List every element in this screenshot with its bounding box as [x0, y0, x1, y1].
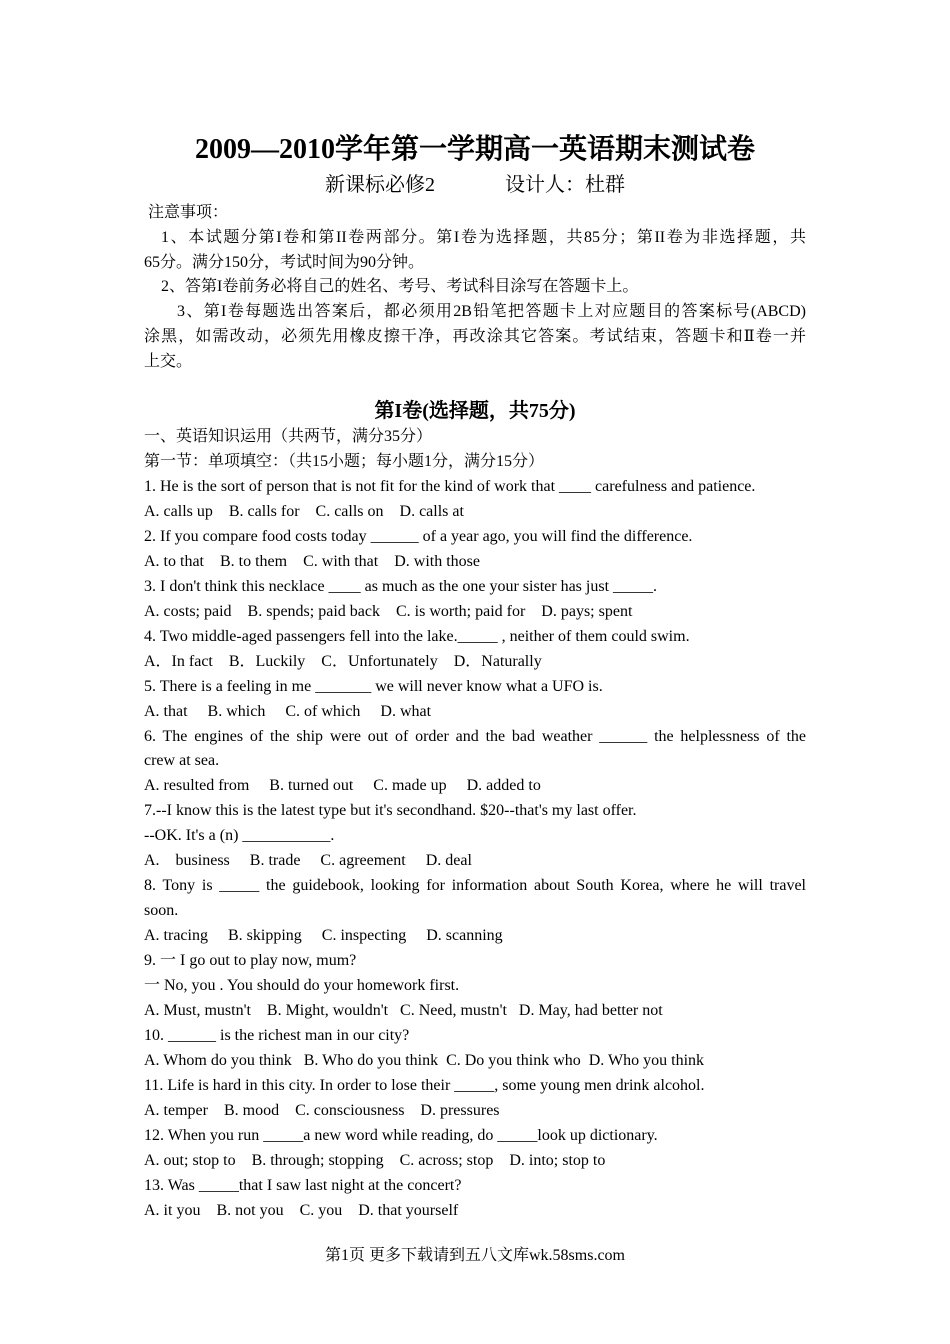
question-6-line-2: crew at sea.: [144, 752, 220, 770]
note-item-1-line-2: 65分。满分150分，考试时间为90分钟。: [144, 254, 425, 271]
question-7-line-2: --OK. It's a (n) ___________.: [144, 827, 335, 845]
exam-subtitle: [144, 170, 806, 200]
designer-label: 设计人：杜群: [505, 174, 625, 196]
question-12-options: A. out; stop to B. through; stopping C. across; stop D. into; stop to: [144, 1151, 606, 1169]
notes-heading: 注意事项：: [148, 204, 229, 221]
course-label: 新课标必修2: [325, 174, 435, 196]
question-10-line-1: 10. ______ is the richest man in our city?: [144, 1026, 410, 1044]
part-heading: 一、英语知识运用（共两节，满分35分）: [144, 428, 433, 445]
section-title: 第I卷(选择题，共75分): [374, 400, 576, 422]
question-7-line-1: 7.--I know this is the latest type but it's secondhand. $20--that's my last offer.: [144, 802, 637, 820]
exam-title: 2009—2010学年第一学期高一英语期末测试卷: [194, 134, 755, 165]
note-item-3-line-3: 上交。: [144, 353, 193, 370]
question-11-line-1: 11. Life is hard in this city. In order to lose their _____, some young men drink alcohol.: [144, 1076, 705, 1094]
question-1-options: A. calls up B. calls for C. calls on D. calls at: [144, 502, 464, 520]
page-footer: 第1页 更多下载请到五八文库wk.58sms.com: [324, 1247, 625, 1264]
question-2-options: A. to that B. to them C. with that D. with those: [144, 552, 480, 570]
question-4-options: A．In fact B．Luckily C．Unfortunately D．Naturally: [144, 652, 542, 670]
question-13-line-1: 13. Was _____that I saw last night at the concert?: [144, 1176, 462, 1194]
question-11-options: A. temper B. mood C. consciousness D. pressures: [144, 1101, 500, 1119]
question-5-line-1: 5. There is a feeling in me _______ we will never know what a UFO is.: [144, 677, 603, 695]
question-9-options: A. Must, mustn't B. Might, wouldn't C. Need, mustn't D. May, had better not: [144, 1001, 663, 1019]
note-item-1-line-1: 1、本试题分第I卷和第II卷两部分。第I卷为选择题，共85分；第II卷为非选择题，共: [161, 229, 806, 246]
question-13-options: A. it you B. not you C. you D. that yourself: [144, 1201, 459, 1219]
question-7-options: A. business B. trade C. agreement D. deal: [144, 852, 472, 870]
question-6-options: A. resulted from B. turned out C. made up D. added to: [144, 777, 541, 795]
note-item-3-line-2: 涂黑，如需改动，必须先用橡皮擦干净，再改涂其它答案。考试结束，答题卡和Ⅱ卷一并: [144, 328, 806, 345]
note-item-3-line-1: 3、第I卷每题选出答案后，都必须用2B铅笔把答题卡上对应题目的答案标号(ABCD): [177, 303, 806, 320]
note-item-2: 2、答第I卷前务必将自己的姓名、考号、考试科目涂写在答题卡上。: [161, 278, 639, 295]
question-3-options: A. costs; paid B. spends; paid back C. is worth; paid for D. pays; spent: [144, 602, 633, 620]
question-8-options: A. tracing B. skipping C. inspecting D. scanning: [144, 927, 503, 945]
question-4-line-1: 4. Two middle-aged passengers fell into the lake._____ , neither of them could swim.: [144, 627, 690, 645]
question-10-options: A. Whom do you think B. Who do you think C. Do you think who D. Who you think: [144, 1051, 705, 1069]
question-2-line-1: 2. If you compare food costs today ______ of a year ago, you will find the difference.: [144, 527, 693, 545]
part-subheading: 第一节：单项填空：（共15小题；每小题1分，满分15分）: [144, 453, 545, 470]
question-6-line-1: 6. The engines of the ship were out of order and the bad weather ______ the helplessness of the: [144, 727, 806, 745]
question-8-line-2: soon.: [144, 902, 179, 920]
question-12-line-1: 12. When you run _____a new word while reading, do _____look up dictionary.: [144, 1126, 658, 1144]
question-1-line-1: 1. He is the sort of person that is not fit for the kind of work that ____ carefulness and patience.: [144, 478, 756, 495]
question-9-line-2: 一 No, you . You should do your homework first.: [144, 977, 460, 994]
question-5-options: A. that B. which C. of which D. what: [144, 702, 432, 720]
question-8-line-1: 8. Tony is _____ the guidebook, looking for information about South Korea, where he will travel: [144, 877, 806, 895]
question-3-line-1: 3. I don't think this necklace ____ as much as the one your sister has just _____.: [144, 577, 658, 595]
question-9-line-1: 9. 一 I go out to play now, mum?: [144, 952, 357, 970]
